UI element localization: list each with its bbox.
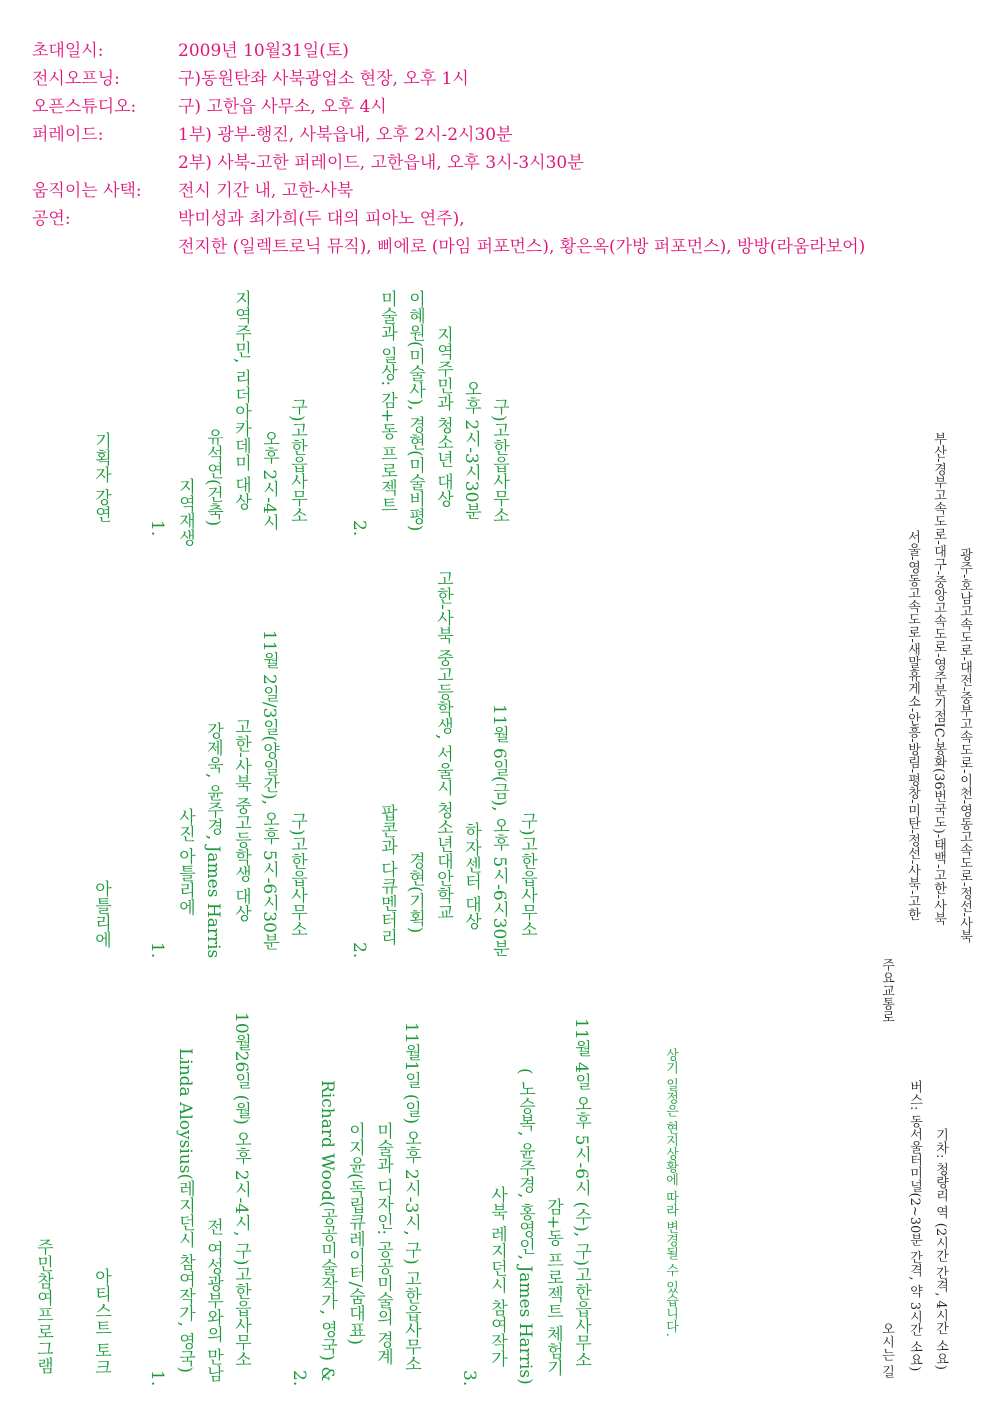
lecture-1-line: 지역재생 bbox=[175, 478, 195, 546]
lecture-2-line: 미술과 일상: 감+동 프로젝트 bbox=[377, 290, 397, 514]
artist-talk-2-line: 미술과 디자인: 공공미술의 경계 bbox=[373, 1122, 393, 1365]
lecture-1-num: 1. bbox=[147, 520, 167, 537]
directions-line: 버스: 동서울터미널(2~30분 간격, 약 3시간 소요) bbox=[907, 1080, 922, 1372]
artist-talk-2-line: 이지윤(독립큐레이터/숨대표) bbox=[345, 1122, 365, 1345]
atelier-heading: 아틀리에 bbox=[91, 880, 111, 948]
directions-title: 오시는 길 bbox=[879, 1322, 894, 1379]
header-value: 구) 고한읍 사무소, 오후 4시 bbox=[178, 97, 387, 117]
header-value: 2부) 사북-고한 퍼레이드, 고한읍내, 오후 3시-3시30분 bbox=[178, 153, 584, 173]
header-label: 전시오프닝: bbox=[32, 69, 120, 89]
atelier-2-line: 팝콘과 다큐멘터리 bbox=[377, 804, 397, 946]
atelier-2-line: 하자센터 대상 bbox=[461, 822, 481, 930]
header-value: 전지한 (일렉트로닉 뮤직), 삐에로 (마임 퍼포먼스), 황은옥(가방 퍼포먼스), 방방(라움라보어) bbox=[178, 237, 866, 257]
atelier-1-line: 사진 아틀리에 bbox=[175, 808, 195, 916]
artist-talk-2-line: 11월1일 (일) 오후 2시-3시, 구) 고한읍사무소 bbox=[401, 1022, 421, 1373]
artist-talk-2-num: 2. bbox=[289, 1370, 309, 1387]
atelier-1-line: 강제욱, 윤주경, James Harris bbox=[203, 722, 223, 959]
artist-talk-heading: 아티스트 토크 bbox=[91, 1268, 111, 1376]
program-title: 주민참여프로그램 bbox=[33, 1238, 53, 1374]
header-label: 공연: bbox=[32, 209, 71, 229]
header-value: 구)동원탄좌 사북광업소 현장, 오후 1시 bbox=[178, 69, 469, 89]
lecture-2-line: 오후 2시-3시30분 bbox=[461, 380, 481, 520]
lecture-heading: 기획자 강연 bbox=[91, 432, 111, 523]
header-value: 2009년 10월31일(토) bbox=[178, 41, 349, 61]
roads-title: 주요교통로 bbox=[879, 958, 894, 1023]
header-value: 전시 기간 내, 고한-사북 bbox=[178, 181, 354, 201]
atelier-2-line: 구)고한읍사무소 bbox=[517, 812, 537, 938]
header-label: 퍼레이드: bbox=[32, 125, 104, 145]
artist-talk-3-num: 3. bbox=[459, 1370, 479, 1387]
artist-talk-1-line: Linda Aloysius(레지던시 참여작가, 영국) bbox=[175, 1048, 195, 1373]
header-label: 움직이는 사택: bbox=[32, 181, 142, 201]
atelier-2-line: 11월 6일(금), 오후 5시-6시30분 bbox=[489, 704, 509, 957]
artist-talk-3-line: ( 노승복, 윤주경, 홍영인, James Harris) bbox=[515, 1068, 535, 1385]
atelier-2-line: 고한-사북 중고등학생, 서울시 청소년대안학교 bbox=[433, 570, 453, 921]
roads-line: 서울-영동고속도로-새말휴게소-안흥-방림-평창-미탄-정선-사북-고한 bbox=[905, 530, 920, 921]
artist-talk-1-line: 전 여성광부와의 만남 bbox=[203, 1218, 223, 1382]
directions-line: 기차: 청량리 역 (2시간 간격, 4시간 소요) bbox=[933, 1128, 948, 1370]
artist-talk-1-num: 1. bbox=[147, 1370, 167, 1387]
lecture-1-line: 구)고한읍사무소 bbox=[287, 398, 307, 524]
artist-talk-3-line: 감+동 프로젝트 체험기 bbox=[543, 1198, 563, 1377]
artist-talk-1-line: 10월26일 (월) 오후 2시-4시, 구)고한읍사무소 bbox=[231, 1012, 251, 1368]
lecture-1-line: 지역주민, 리더아카데미 대상 bbox=[231, 290, 251, 511]
header-value: 1부) 광부-행진, 사북읍내, 오후 2시-2시30분 bbox=[178, 125, 513, 145]
schedule-notice: 상기 일정은 현지상황에 따라 변경될 수 있습니다. bbox=[663, 1048, 678, 1337]
lecture-2-line: 구)고한읍사무소 bbox=[489, 398, 509, 524]
lecture-2-line: 지역주민과 청소년 대상 bbox=[433, 326, 453, 507]
atelier-1-line: 11월 2일/3일(양일간), 오후 5시-6시30분 bbox=[259, 630, 279, 950]
artist-talk-2-line: Richard Wood(공공미술작가, 영국) & bbox=[317, 1080, 337, 1382]
atelier-1-line: 고한-사북 중고등학생 대상 bbox=[231, 718, 251, 922]
atelier-1-line: 구)고한읍사무소 bbox=[287, 812, 307, 938]
lecture-1-line: 오후 2시-4시 bbox=[259, 430, 279, 531]
roads-line: 광주-호남고속도로-대전-중부고속도로-이천-영동고속도로-정선-사북 bbox=[957, 548, 972, 943]
artist-talk-3-line: 11월 4일 오후 5시-6시 (수), 구)고한읍사무소 bbox=[571, 1018, 591, 1369]
lecture-1-line: 유석연(건축) bbox=[203, 428, 223, 527]
header-label: 초대일시: bbox=[32, 41, 104, 61]
roads-line: 부산-경부고속도로-대구-중앙고속도로-영주분기점IC-봉화(36번국도)-태백-고한-사북 bbox=[931, 432, 946, 925]
atelier-2-line: 경현(기획) bbox=[405, 852, 425, 934]
lecture-2-line: 이혜원(미술사), 경현(미술비평) bbox=[405, 290, 425, 532]
atelier-1-num: 1. bbox=[147, 942, 167, 959]
atelier-2-num: 2. bbox=[349, 942, 369, 959]
lecture-2-num: 2. bbox=[349, 520, 369, 537]
header-value: 박미성과 최가희(두 대의 피아노 연주), bbox=[178, 209, 465, 229]
header-label: 오픈스튜디오: bbox=[32, 97, 137, 117]
artist-talk-3-line: 사북 레지던시 참여작가 bbox=[487, 1186, 507, 1367]
